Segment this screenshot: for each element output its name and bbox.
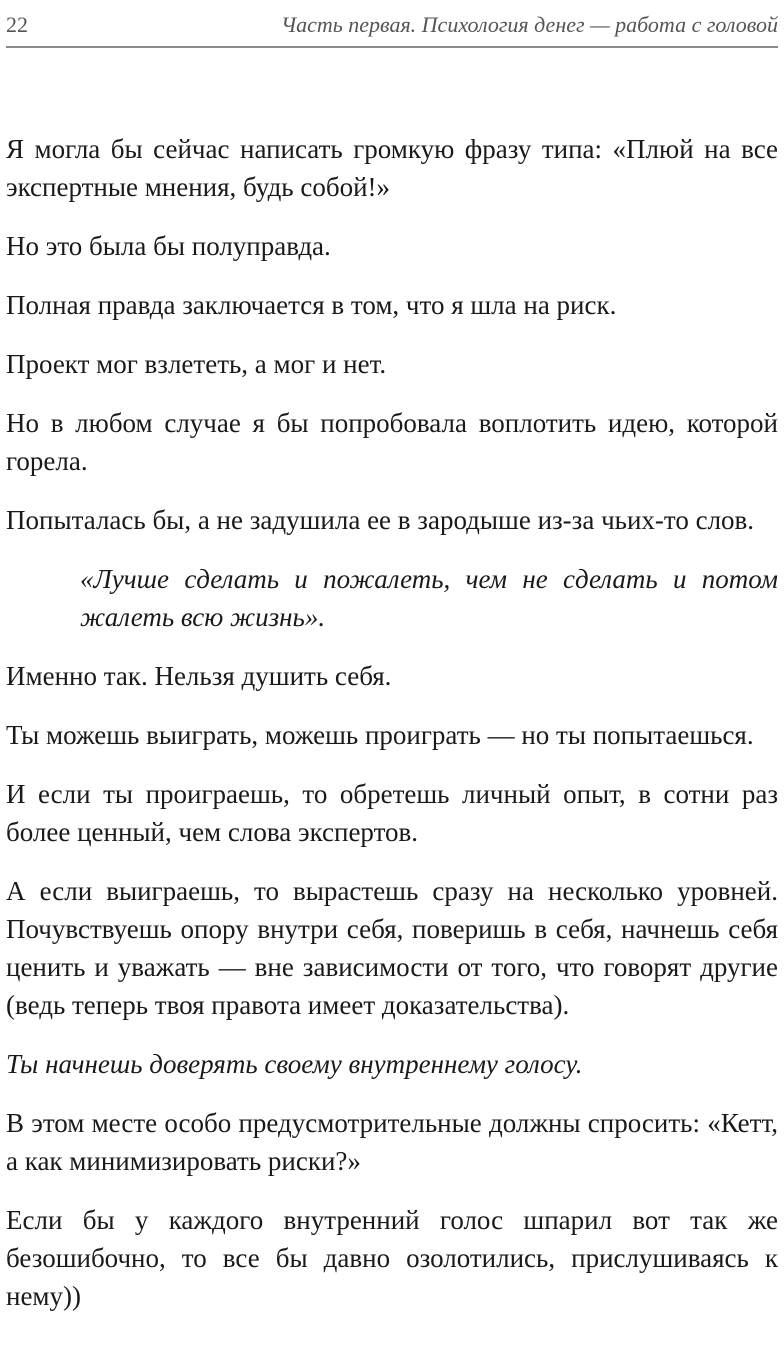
paragraph: Если бы у каждого внутренний голос шпарил вот так же безошибочно, то все бы давно озолотились, прислушиваясь к нему))	[6, 1205, 778, 1311]
header-rule	[6, 46, 778, 48]
page-number: 22	[6, 12, 28, 37]
paragraph: Попыталась бы, а не задушила ее в зародыше из-за чьих-то слов.	[6, 505, 755, 535]
paragraph: И если ты проиграешь, то обретешь личный опыт, в сотни раз более ценный, чем слова экспертов.	[6, 779, 778, 847]
paragraph: Ты можешь выиграть, можешь проиграть — но ты попытаешься.	[6, 720, 754, 750]
paragraph: А если выиграешь, то вырастешь сразу на несколько уровней. Почувствуешь опору внутри себя, поверишь в себя, начнешь себя ценить и уважать — вне зависимости от того, что говорят другие (ведь теперь твоя правота имеет доказательства).	[6, 876, 778, 1020]
paragraph: Полная правда заключается в том, что я шла на риск.	[6, 290, 617, 320]
paragraph: Но в любом случае я бы попробовала воплотить идею, которой горела.	[6, 408, 778, 476]
paragraph: Я могла бы сейчас написать громкую фразу типа: «Плюй на все экспертные мнения, будь собой!»	[6, 134, 778, 202]
paragraph: Именно так. Нельзя душить себя.	[6, 661, 392, 691]
running-title: Часть первая. Психология денег — работа с головой	[280, 12, 778, 37]
paragraph: В этом месте особо предусмотрительные должны спросить: «Кетт, а как минимизировать риски?»	[6, 1108, 778, 1176]
italic-paragraph: Ты начнешь доверять своему внутреннему голосу.	[6, 1049, 583, 1079]
running-head	[6, 0, 778, 38]
body-text	[6, 130, 778, 1315]
block-quote: «Лучше сделать и пожалеть, чем не сделать и потом жалеть всю жизнь».	[80, 564, 778, 632]
paragraph: Но это была бы полуправда.	[6, 231, 331, 261]
paragraph: Проект мог взлететь, а мог и нет.	[6, 349, 387, 379]
